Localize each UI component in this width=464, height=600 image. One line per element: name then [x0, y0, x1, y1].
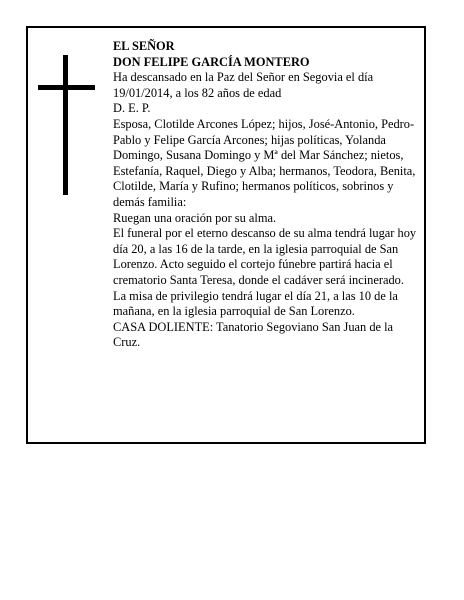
- mourning-house: CASA DOLIENTE: Tanatorio Segoviano San Juan de la Cruz.: [113, 319, 394, 350]
- deceased-name: DON FELIPE GARCÍA MONTERO: [113, 54, 310, 69]
- heading-title: EL SEÑOR: [113, 39, 175, 53]
- family-list: Esposa, Clotilde Arcones López; hijos, José-Antonio, Pedro-Pablo y Felipe García Arcones; hijas políticas, Yolanda Domingo, Susana Domingo y Mª del Mar Sánchez; nietos, Estefanía, Raquel, Diego y Alba; hermanos, Teodora, Benita, Clotilde, María y Rufino; hermanos políticos, sobrinos y demás familia:: [113, 116, 416, 209]
- cross-icon-bar: [38, 85, 95, 90]
- funeral-details: El funeral por el eterno descanso de su alma tendrá lugar hoy día 20, a las 16 de la tarde, en la iglesia parroquial de San Lorenzo. Acto seguido el cortejo fúnebre partirá hacia el crematorio Santa Teresa, donde el cadáver será incinerado. La misa de privilegio tendrá lugar el día 21, a las 10 de la mañana, en la iglesia parroquial de San Lorenzo.: [113, 226, 417, 319]
- obituary-text: [113, 39, 417, 351]
- rest-statement: Ha descansado en la Paz del Señor en Segovia el día 19/01/2014, a los 82 años de edad: [113, 70, 374, 100]
- cross-icon: [63, 55, 68, 195]
- prayer-request: Ruegan una oración por su alma.: [113, 210, 277, 225]
- dep-line: D. E. P.: [113, 101, 151, 116]
